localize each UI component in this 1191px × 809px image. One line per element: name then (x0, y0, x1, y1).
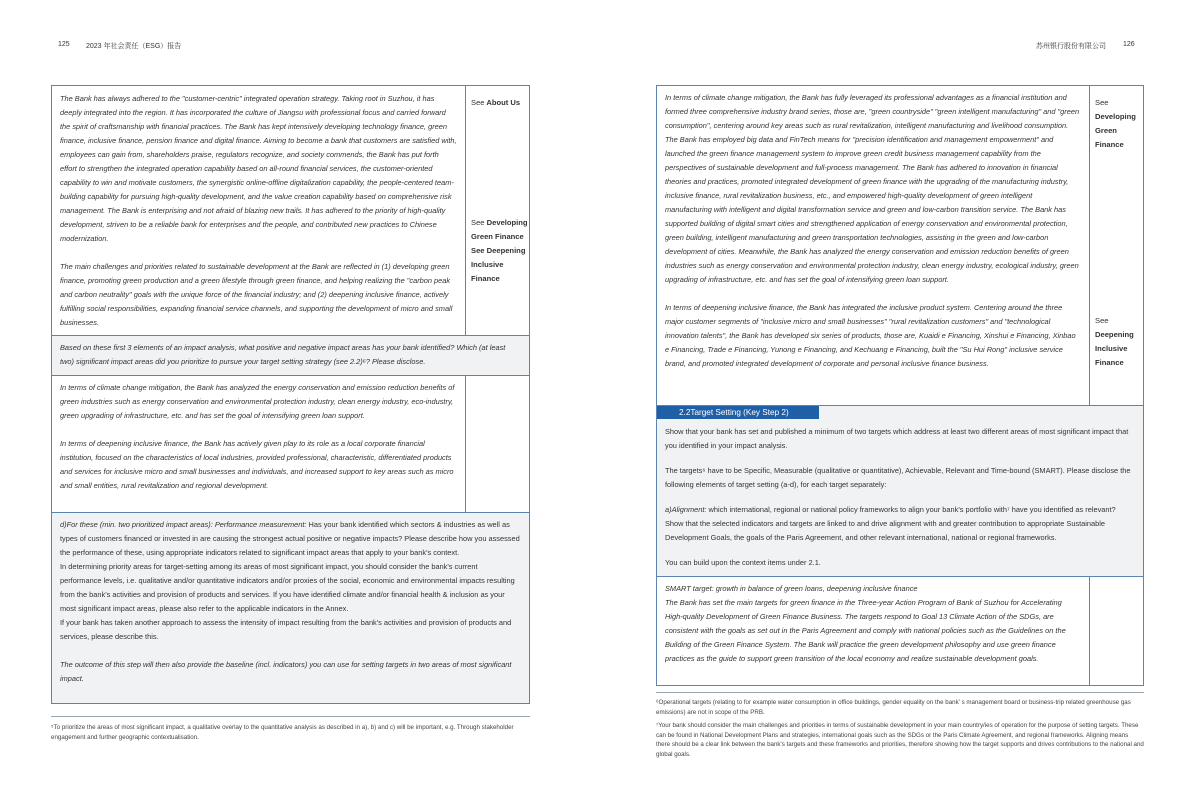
green-finance-paragraph: In terms of climate change mitigation, the Bank has fully leveraged its professional advantages as a financial institution and formed three comprehensive industry brand series, those are, "green countryside" "green intelligent manufacturing" and "green consumption", centering around key areas such as rural revitalization, intelligent manufacturing and livelihood consumption. The Bank has employed big data and FinTech means for "precision identification and management empowerment" and launched the green finance management system to improve green credit business management capability from the perspectives of sustainable development and full-process management. The Bank has adhered to innovation in financial theories and practices, promoted integrated development of green finance with the upgrading of the manufacturing industry, inclusive finance, rural revitalization business, etc., and empowered high-quality development of green intelligent manufacturing with intelligent and digital transformation service and green and low-carbon transition service. The Bank has supported building of digital smart cities and strengthened application of energy conservation and environmental protection, green building, intelligent manufacturing and green transportation technologies, assisting in the green and low-carbon development of cities. Meanwhile, the Bank has analyzed the energy conservation and emission reduction benefits of green industries such as energy conservation and environmental protection industry, clean energy industry, ecological industry, green upgrading of infrastructure, etc. and has set the goal of intensifying green loan support. (665, 93, 1080, 284)
section-tag-target-setting: 2.2Target Setting (Key Step 2) (657, 406, 819, 419)
inclusive-finance-paragraph: In terms of deepening inclusive finance, the Bank has integrated the inclusive product system. Centering around the three major customer segments of "inclusive micro and small businesses" "rural revitalization customers" and "technological innovation talents", the Bank has developed six series of products, those are, Kuaidi e Financing, Xinshui e Financing, Xinbao e Financing, Trade e Financing, Yunong e Financing, and Kechuang e Financing, built the "Su Hui Rong" inclusive service brand, and promoted integrated development of corporate and personal inclusive finance business. (665, 303, 1076, 368)
left-row-context-content (52, 86, 465, 335)
priority-areas-text: In determining priority areas for target-setting among its areas of most significant impact, you should consider the bank's current performance levels, i.e. qualitative and/or quantitative indicators and/or proxies of the social, economic and environmental impacts resulting from the bank's activities and provision of products and services. If you have identified climate and/or financial health & inclusion as your most significant impact areas, please also refer to the applicable indicators in the Annex. (60, 562, 515, 613)
smart-target-text: The Bank has set the main targets for green finance in the Three-year Action Program of Bank of Suzhou for Accelerating High-quality Development of Green Finance Business. The targets respond to Goal 13 Climate Action of the SDGs, are consistent with the goals as set out in the Paris Agreement and comply with national policies such as the Guidelines on the Building of the Green Finance System. The Bank will practice the green development philosophy and use green finance practices as the guide to support green transition of the local economy and realize sustainable development goals. (665, 598, 1066, 663)
smart-target-title: SMART target: growth in balance of green loans, deepening inclusive finance (665, 584, 918, 593)
right-disclosure-table (656, 85, 1144, 686)
context-items-text: You can build upon the context items under 2.1. (665, 558, 821, 567)
inclusive-finance-answer: In terms of deepening inclusive finance, the Bank has actively given play to its role as a local corporate financial institution, focused on the characteristics of local industries, provided professional, characteristic, differentiated products and services for inclusive micro and small businesses and individuals, and increased support to key areas such as micro and small entities, rural revitalization and regional development. (60, 439, 454, 490)
right-page-number: 126 (1123, 41, 1135, 48)
right-footnote-divider (656, 692, 1144, 693)
left-row-context-links (465, 86, 529, 335)
impact-areas-question: Based on these first 3 elements of an impact analysis, what positive and negative impact areas has your bank identified? Which (at least two) significant impact areas did you prioritize to pursue your target setting strategy (see 2.2)⁶? Please disclose. (60, 343, 506, 366)
alignment-text: a)Alignment: which international, regional or national policy frameworks to align your bank's portfolio with⁷ have you identified as relevant? Show that the selected indicators and targets are linked to and drive alignment with and greater contribution to appropriate Sustainable Development Goals, the goals of the Paris Agreement, and other relevant international, national or regional frameworks. (665, 505, 1116, 542)
left-page-number: 125 (58, 41, 70, 48)
climate-mitigation-answer: In terms of climate change mitigation, the Bank has analyzed the energy conservation and emission reduction benefits of green industries such as energy conservation and environmental protection industry, clean energy industry, eco-industry, green upgrading of infrastructure, etc. and has set the goal of intensifying green loan support. (60, 383, 455, 420)
performance-measurement-text: d)For these (min. two prioritized impact areas): Performance measurement: Has your bank identified which sectors & industries as well as types of customers financed or invested in are causing the strongest actual positive or negative impacts? Please describe how you assessed the performance of these, using appropriate indicators related to significant impact areas that apply to your bank’s context. (60, 520, 520, 557)
left-row-performance (52, 512, 529, 703)
see-deepening-inclusive-finance-link[interactable]: See Deepening Inclusive Finance (471, 246, 526, 283)
smart-target-side (1089, 577, 1143, 685)
left-row-question (52, 335, 529, 375)
right-row-green-links (1089, 86, 1143, 405)
see-deepening-inclusive-finance-link[interactable]: See Deepening Inclusive Finance (1095, 316, 1134, 367)
outcome-text: The outcome of this step will then also provide the baseline (incl. indicators) you can use for setting targets in two areas of most significant impact. (60, 660, 512, 683)
see-developing-green-finance-link[interactable]: See Developing Green Finance (471, 218, 528, 241)
left-footnote: ⁵To prioritize the areas of most significant impact, a qualitative overlay to the quantitative analysis as described in a), b) and c) will be important, e.g. Through stakeholder engagement and further geographic contextualisation. (51, 724, 514, 741)
footnote-6: ⁶Operational targets (relating to for example water consumption in office buildings, gender equality on the bank’ s management board or business-trip related greenhouse gas emissions) are not in scope of the PRB. (656, 699, 1131, 716)
target-setting-section (657, 405, 1143, 576)
strategy-paragraph: The Bank has always adhered to the "customer-centric" integrated operation strategy. Taking root in Suzhou, it has deeply integrated into the region. It has incorporated the culture of Jiangsu with professional focus and carried forward the spirit of craftsmanship with financial practices. The Bank has kept intensively developing technology finance, green finance, inclusive finance, pension finance and digital finance. Aiming to become a bank that customers are satisfied with, employees can gain from, shareholders praise, regulators recognize, and society commends, the Bank has put forth effort to strengthen the integrated operation capability based on all-round financial services, the customer-oriented capability to win and motivate customers, the synergistic online-offline digitalization capability, the people-centered team-building capability for pursuing high-quality development, and the value creation capability based on comprehensive risk management. The Bank is enterprising and not afraid of blazing new trails. It has adhered to the priority of high-quality development, striven to be a reliable bank for enterprises and the people, and contributed new practices to Chinese modernization. (60, 94, 457, 243)
see-developing-green-finance-link[interactable]: See Developing Green Finance (1095, 98, 1136, 149)
right-row-green (657, 86, 1143, 405)
min-two-targets-text: Show that your bank has set and published a minimum of two targets which address at least two different areas of most significant impact that you identified in your impact analysis. (665, 427, 1129, 450)
smart-target-row (657, 576, 1143, 685)
right-company-name: 苏州银行股份有限公司 (1036, 43, 1106, 50)
another-approach-text: If your bank has taken another approach to assess the intensity of impact resulting from the bank's activities and provision of products and services, please describe this. (60, 618, 512, 641)
smart-requirements-text: The targets⁶ have to be Specific, Measurable (qualitative or quantitative), Achievable, Relevant and Time-bound (SMART). Please disclose the following elements of target setting (a-d), for each target separately: (665, 466, 1131, 489)
left-disclosure-table (51, 85, 530, 704)
see-about-us-link[interactable]: See About Us (471, 98, 521, 107)
left-row-answers (52, 375, 529, 512)
left-row-context (52, 86, 529, 335)
left-footnote-divider (51, 716, 530, 717)
left-report-title: 2023 年社会责任（ESG）报告 (86, 43, 182, 50)
left-row-answers-side (465, 376, 529, 512)
footnote-7: ⁷Your bank should consider the main challenges and priorities in terms of sustainable development in your main country/ies of operation for the purpose of setting targets. These can be found in National Development Plans and strategies, international goals such as the SDGs or the Paris Climate Agreement, and regional frameworks. Aligning means there should be a clear link between the bank's targets and these frameworks and priorities, therefore showing how the target supports and drives contributions to the national and global goals. (656, 722, 1144, 758)
challenges-paragraph: The main challenges and priorities related to sustainable development at the Bank are reflected in (1) developing green finance, promoting green production and a green lifestyle through green finance, and helping realizing the "carbon peak and carbon neutrality" goals with the unique force of the financial industry; and (2) deepening inclusive finance, actively fulfilling social responsibilities, expanding financial service channels, and supporting the development of micro and small businesses. (60, 262, 453, 327)
